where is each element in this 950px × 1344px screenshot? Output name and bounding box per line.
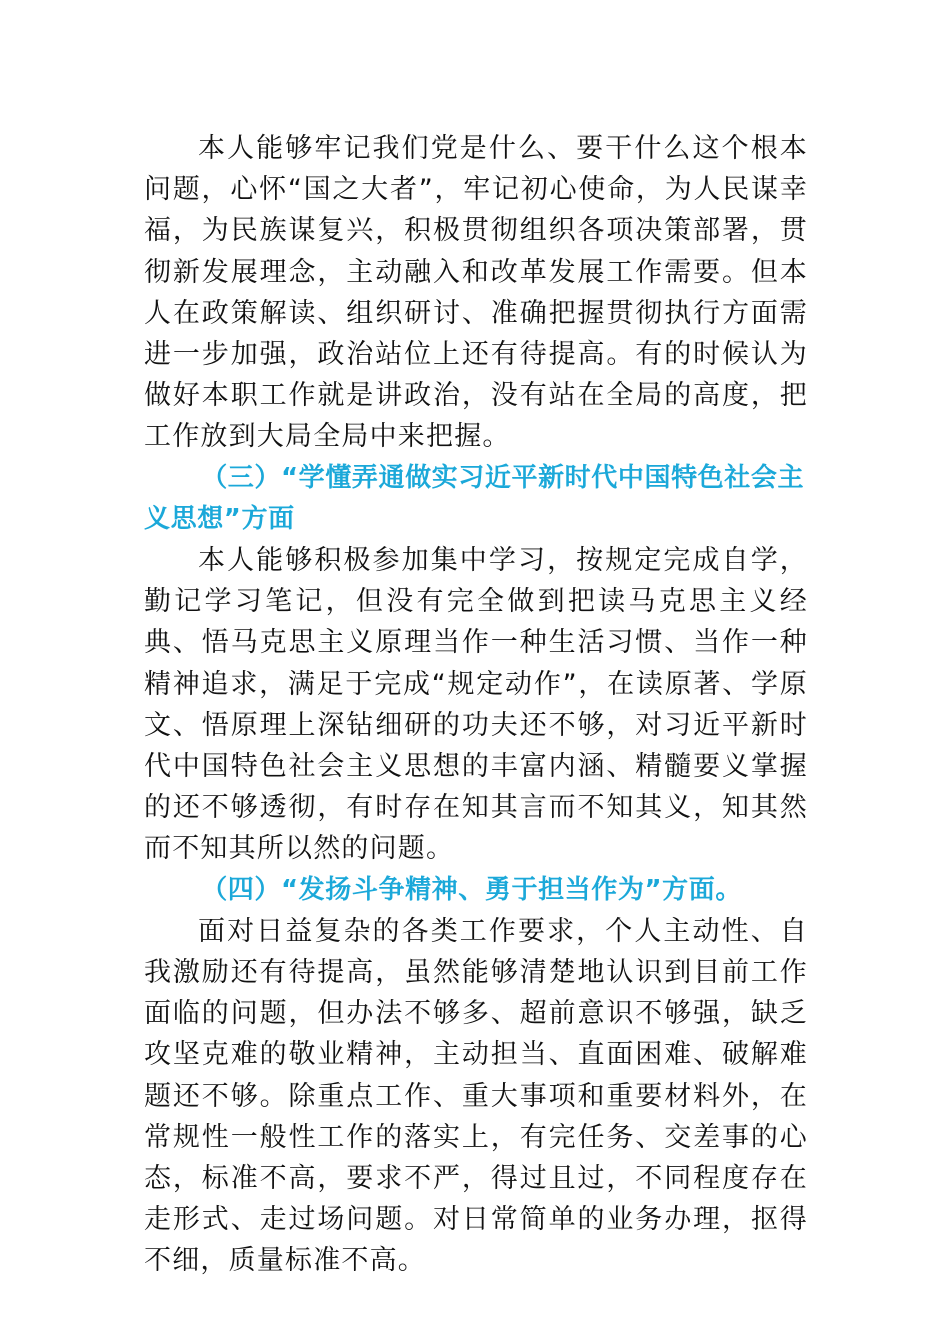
section-heading-three: （三）“学懂弄通做实习近平新时代中国特色社会主义思想”方面 [144,462,805,534]
paragraph-struggle-spirit: 面对日益复杂的各类工作要求，个人主动性、自我激励还有待提高，虽然能够清楚地认识到目前工作面临的问题，但办法不够多、超前意识不够强，缺乏攻坚克难的敬业精神，主动担当、直面困难、破解难题还不够。除重点工作、重大事项和重要材料外，在常规性一般性工作的落实上，有完任务、交差事的心态，标准不高，要求不严，得过且过，不同程度存在走形式、走过场问题。对日常简单的业务办理，抠得不细，质量标准不高。 [144,915,808,1277]
section-heading-four: （四）“发扬斗争精神、勇于担当作为”方面。 [201,874,742,905]
paragraph-political-stance: 本人能够牢记我们党是什么、要干什么这个根本问题，心怀“国之大者”，牢记初心使命，为人民谋幸福，为民族谋复兴，积极贯彻组织各项决策部署，贯彻新发展理念，主动融入和改革发展工作需要。但本人在政策解读、组织研讨、准确把握贯彻执行方面需进一步加强，政治站位上还有待提高。有的时候认为做好本职工作就是讲政治，没有站在全局的高度，把工作放到大局全局中来把握。 [144,133,808,453]
paragraph-study-thought: 本人能够积极参加集中学习，按规定完成自学，勤记学习笔记，但没有完全做到把读马克思主义经典、悟马克思主义原理当作一种生活习惯、当作一种精神追求，满足于完成“规定动作”，在读原著、学原文、悟原理上深钻细研的功夫还不够，对习近平新时代中国特色社会主义思想的丰富内涵、精髓要义掌握的还不够透彻，有时存在知其言而不知其义，知其然而不知其所以然的问题。 [144,545,808,865]
document-body [144,128,808,1282]
